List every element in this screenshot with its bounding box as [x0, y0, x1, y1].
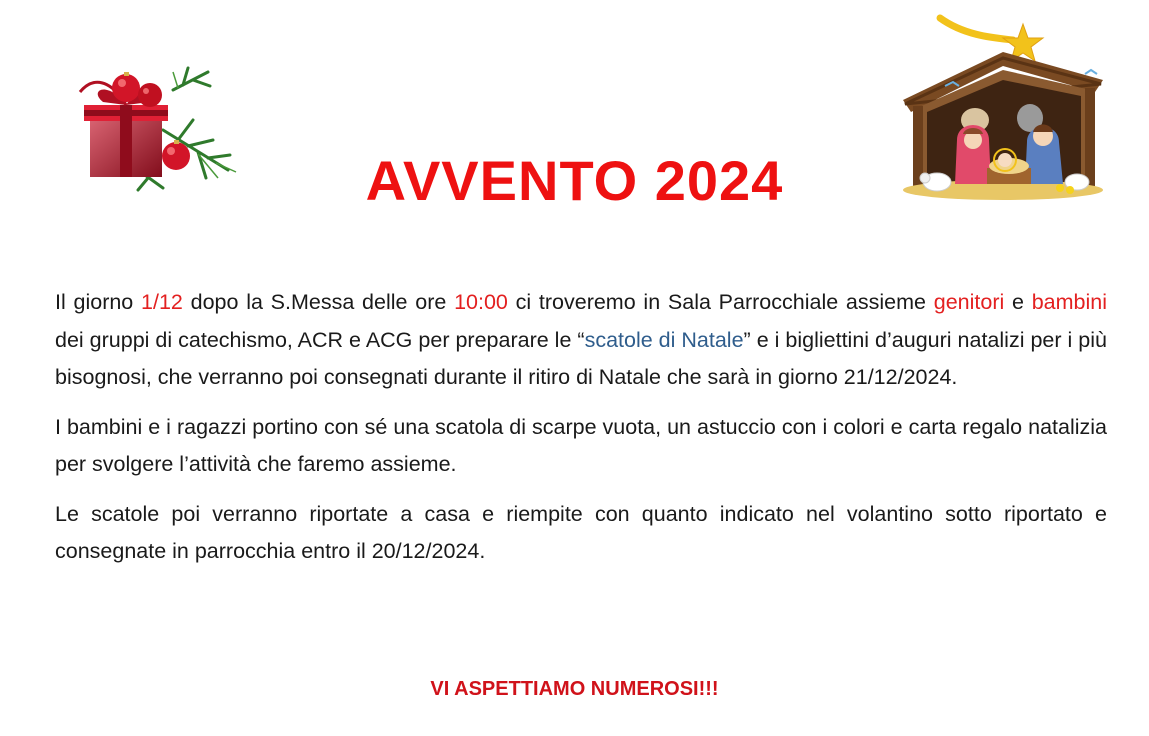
page-title: AVVENTO 2024	[365, 149, 784, 212]
body-text	[55, 284, 1107, 583]
text-segment: I bambini e i ragazzi portino con sé una scatola di scarpe vuota, un astuccio con i colori e carta regalo natalizia per svolgere l’attività che faremo assieme.	[55, 414, 1107, 476]
highlight-scatole-di-natale: scatole di Natale	[584, 327, 744, 352]
text-segment: e	[1004, 290, 1032, 314]
closing-message: VI ASPETTIAMO NUMEROSI!!!	[430, 678, 719, 700]
paragraph-2	[55, 409, 1107, 484]
highlight-time: 10:00	[454, 290, 508, 314]
text-segment: ci troveremo in Sala Parrocchiale assieme	[507, 290, 934, 314]
paragraph-3	[55, 496, 1107, 571]
text-segment: dei gruppi di catechismo, ACR e ACG per preparare le “	[55, 327, 585, 352]
highlight-genitori: genitori	[933, 290, 1005, 314]
highlight-date: 1/12	[141, 290, 183, 314]
text-segment: Il giorno	[55, 290, 142, 314]
text-segment: Le scatole poi verranno riportate a casa e riempite con quanto indicato nel volantino sotto riportato e consegnate in parrocchia entro il 20/12/2024.	[55, 501, 1107, 563]
text-segment: dopo la S.Messa delle ore	[182, 290, 455, 314]
paragraph-1	[55, 284, 1107, 397]
text-segment: ” e i bigliettini d’auguri natalizi per i più bisognosi, che verranno poi consegnati durante il ritiro di Natale che sarà in giorno 21/12/2024.	[55, 327, 1107, 389]
highlight-bambini: bambini	[1031, 290, 1107, 314]
